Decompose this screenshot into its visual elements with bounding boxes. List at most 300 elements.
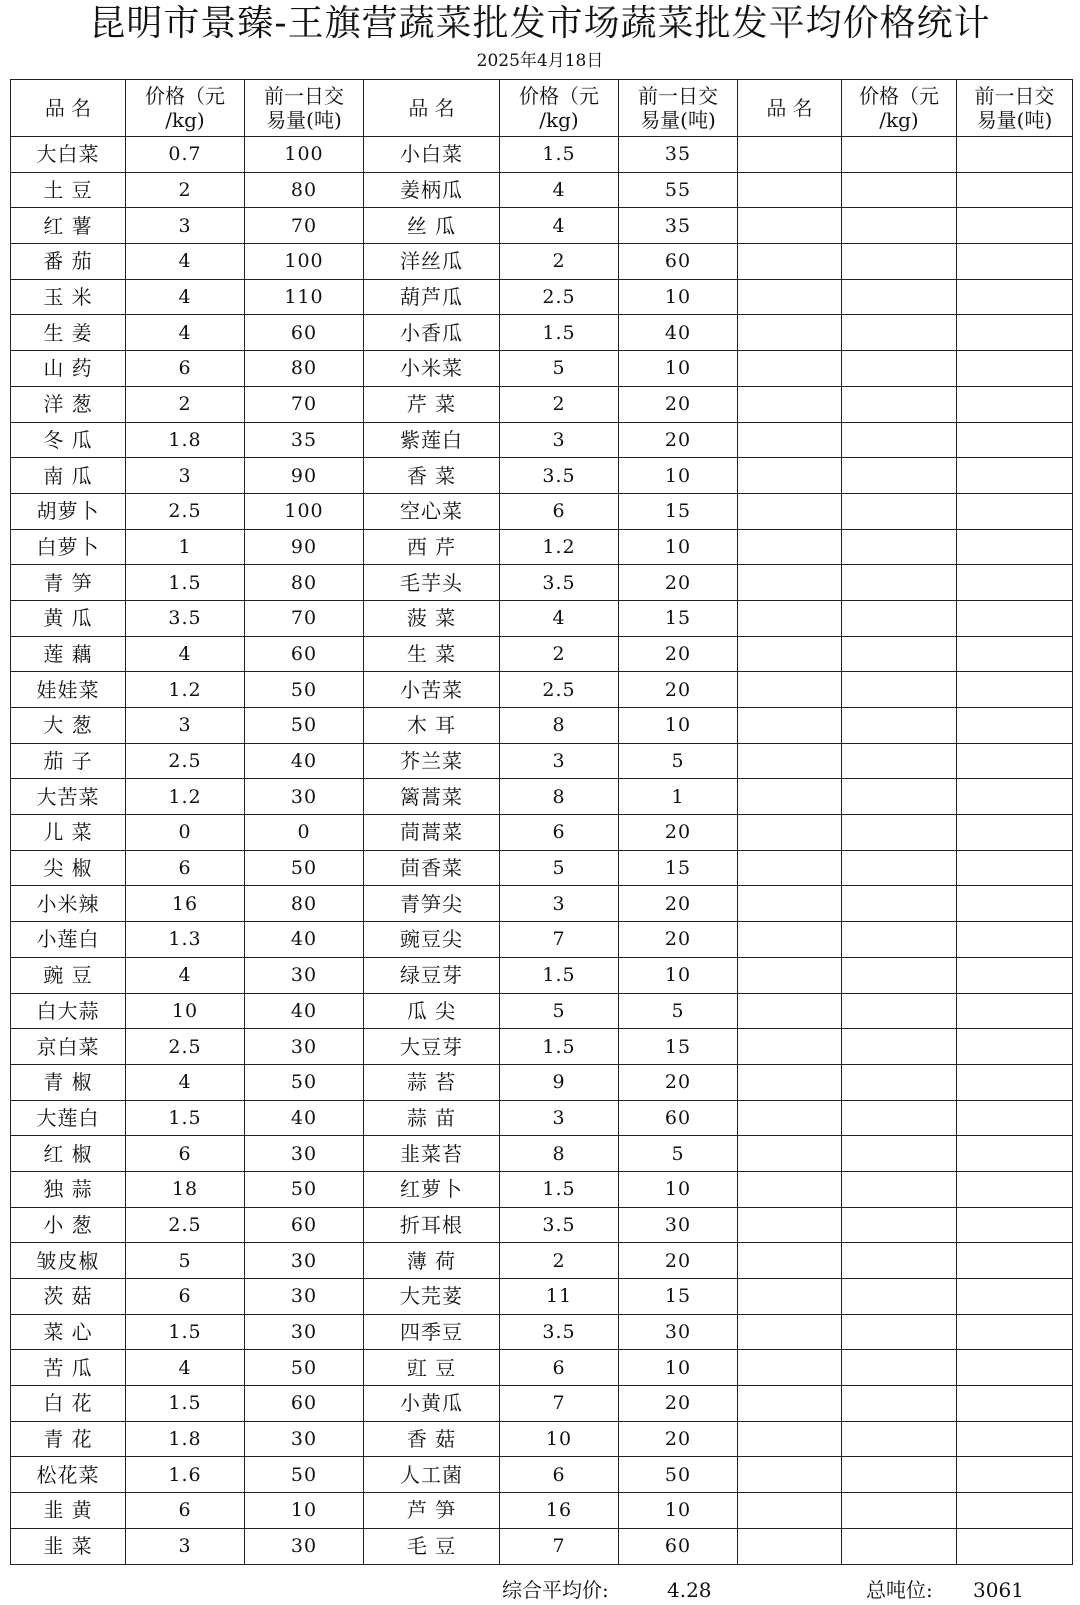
empty-name-cell [738, 815, 842, 851]
vegetable-name-cell: 青 椒 [11, 1064, 126, 1100]
price-cell: 10 [500, 1421, 619, 1457]
header-name-1: 品 名 [11, 80, 126, 137]
price-cell: 7 [500, 1386, 619, 1422]
empty-price-cell [842, 458, 957, 494]
vegetable-name-cell: 土 豆 [11, 172, 126, 208]
header-price-line2: /kg) [539, 108, 579, 132]
volume-cell: 80 [245, 886, 364, 922]
price-cell: 5 [500, 850, 619, 886]
empty-price-cell [842, 743, 957, 779]
empty-name-cell [738, 1029, 842, 1065]
average-price-value: 4.28 [667, 1578, 712, 1602]
vegetable-name-cell: 松花菜 [11, 1457, 126, 1493]
price-cell: 3 [500, 1100, 619, 1136]
volume-cell: 15 [619, 600, 738, 636]
vegetable-name-cell: 大 葱 [11, 708, 126, 744]
empty-volume-cell [957, 1314, 1073, 1350]
empty-price-cell [842, 172, 957, 208]
empty-name-cell [738, 600, 842, 636]
volume-cell: 30 [245, 1136, 364, 1172]
volume-cell: 10 [619, 458, 738, 494]
table-row [11, 1207, 1073, 1243]
volume-cell: 110 [245, 279, 364, 315]
price-cell: 5 [126, 1243, 245, 1279]
vegetable-name-cell: 蒜 苗 [364, 1100, 500, 1136]
volume-cell: 20 [619, 422, 738, 458]
table-row [11, 493, 1073, 529]
vegetable-name-cell: 青 笋 [11, 565, 126, 601]
header-volume-line2: 易量(吨) [640, 108, 716, 132]
volume-cell: 90 [245, 458, 364, 494]
volume-cell: 50 [619, 1457, 738, 1493]
volume-cell: 20 [619, 922, 738, 958]
table-row [11, 600, 1073, 636]
volume-cell: 20 [619, 672, 738, 708]
vegetable-name-cell: 茄 子 [11, 743, 126, 779]
price-cell: 6 [126, 1136, 245, 1172]
price-cell: 16 [126, 886, 245, 922]
empty-price-cell [842, 529, 957, 565]
vegetable-name-cell: 大莲白 [11, 1100, 126, 1136]
table-row [11, 208, 1073, 244]
volume-cell: 10 [619, 279, 738, 315]
empty-name-cell [738, 137, 842, 173]
volume-cell: 90 [245, 529, 364, 565]
table-row [11, 1314, 1073, 1350]
volume-cell: 20 [619, 815, 738, 851]
volume-cell: 20 [619, 565, 738, 601]
volume-cell: 60 [245, 315, 364, 351]
price-cell: 4 [500, 600, 619, 636]
vegetable-name-cell: 豌豆尖 [364, 922, 500, 958]
empty-price-cell [842, 1457, 957, 1493]
vegetable-name-cell: 儿 菜 [11, 815, 126, 851]
header-volume-line1: 前一日交 [638, 84, 718, 108]
price-cell: 2 [500, 386, 619, 422]
volume-cell: 1 [619, 779, 738, 815]
empty-volume-cell [957, 600, 1073, 636]
volume-cell: 70 [245, 600, 364, 636]
table-row [11, 779, 1073, 815]
vegetable-name-cell: 菜 心 [11, 1314, 126, 1350]
price-cell: 2 [500, 244, 619, 280]
empty-price-cell [842, 279, 957, 315]
empty-volume-cell [957, 244, 1073, 280]
empty-volume-cell [957, 458, 1073, 494]
vegetable-name-cell: 独 蒜 [11, 1171, 126, 1207]
vegetable-name-cell: 小苦菜 [364, 672, 500, 708]
table-row [11, 815, 1073, 851]
vegetable-name-cell: 茨 菇 [11, 1279, 126, 1315]
price-cell: 6 [126, 1493, 245, 1529]
empty-price-cell [842, 1386, 957, 1422]
vegetable-name-cell: 豌 豆 [11, 957, 126, 993]
vegetable-name-cell: 青 花 [11, 1421, 126, 1457]
empty-volume-cell [957, 1029, 1073, 1065]
header-price-1 [126, 80, 245, 137]
empty-price-cell [842, 244, 957, 280]
vegetable-name-cell: 苦 瓜 [11, 1350, 126, 1386]
vegetable-name-cell: 番 茄 [11, 244, 126, 280]
volume-cell: 80 [245, 172, 364, 208]
volume-cell: 15 [619, 493, 738, 529]
table-row [11, 672, 1073, 708]
vegetable-name-cell: 西 芹 [364, 529, 500, 565]
price-cell: 2.5 [126, 1207, 245, 1243]
empty-price-cell [842, 315, 957, 351]
empty-price-cell [842, 137, 957, 173]
volume-cell: 60 [245, 636, 364, 672]
empty-price-cell [842, 993, 957, 1029]
price-cell: 1.8 [126, 422, 245, 458]
price-cell: 8 [500, 708, 619, 744]
price-cell: 6 [500, 1350, 619, 1386]
price-cell: 5 [500, 351, 619, 387]
volume-cell: 10 [619, 1171, 738, 1207]
empty-price-cell [842, 636, 957, 672]
vegetable-name-cell: 芹 菜 [364, 386, 500, 422]
table-row [11, 1136, 1073, 1172]
vegetable-name-cell: 小莲白 [11, 922, 126, 958]
empty-name-cell [738, 993, 842, 1029]
volume-cell: 55 [619, 172, 738, 208]
vegetable-name-cell: 红 薯 [11, 208, 126, 244]
price-cell: 6 [500, 815, 619, 851]
price-cell: 1.5 [126, 1100, 245, 1136]
volume-cell: 60 [619, 1528, 738, 1564]
volume-cell: 50 [245, 1350, 364, 1386]
vegetable-name-cell: 韭 菜 [11, 1528, 126, 1564]
table-row [11, 279, 1073, 315]
vegetable-name-cell: 小黄瓜 [364, 1386, 500, 1422]
vegetable-name-cell: 豇 豆 [364, 1350, 500, 1386]
empty-price-cell [842, 1421, 957, 1457]
table-row [11, 922, 1073, 958]
volume-cell: 100 [245, 493, 364, 529]
empty-price-cell [842, 386, 957, 422]
price-cell: 3.5 [500, 565, 619, 601]
price-cell: 3.5 [500, 1207, 619, 1243]
price-cell: 3.5 [500, 458, 619, 494]
vegetable-name-cell: 小 葱 [11, 1207, 126, 1243]
volume-cell: 10 [619, 351, 738, 387]
empty-price-cell [842, 422, 957, 458]
price-cell: 3 [500, 886, 619, 922]
volume-cell: 30 [245, 1528, 364, 1564]
volume-cell: 60 [245, 1386, 364, 1422]
vegetable-name-cell: 胡萝卜 [11, 493, 126, 529]
vegetable-name-cell: 红 椒 [11, 1136, 126, 1172]
empty-name-cell [738, 244, 842, 280]
volume-cell: 35 [245, 422, 364, 458]
price-cell: 1.5 [500, 957, 619, 993]
vegetable-name-cell: 韭 黄 [11, 1493, 126, 1529]
empty-price-cell [842, 957, 957, 993]
price-cell: 2.5 [126, 493, 245, 529]
empty-name-cell [738, 1279, 842, 1315]
price-cell: 1.5 [126, 565, 245, 601]
empty-volume-cell [957, 850, 1073, 886]
volume-cell: 30 [245, 1279, 364, 1315]
empty-name-cell [738, 1386, 842, 1422]
price-cell: 2 [500, 1243, 619, 1279]
price-cell: 4 [126, 315, 245, 351]
empty-price-cell [842, 850, 957, 886]
vegetable-name-cell: 折耳根 [364, 1207, 500, 1243]
price-cell: 4 [126, 957, 245, 993]
table-row [11, 850, 1073, 886]
table-row [11, 172, 1073, 208]
vegetable-name-cell: 南 瓜 [11, 458, 126, 494]
volume-cell: 80 [245, 351, 364, 387]
volume-cell: 10 [619, 957, 738, 993]
empty-volume-cell [957, 493, 1073, 529]
vegetable-name-cell: 毛芋头 [364, 565, 500, 601]
price-cell: 4 [126, 1350, 245, 1386]
header-volume-2 [619, 80, 738, 137]
table-row [11, 565, 1073, 601]
table-row [11, 1350, 1073, 1386]
empty-volume-cell [957, 743, 1073, 779]
volume-cell: 10 [619, 529, 738, 565]
table-row [11, 1243, 1073, 1279]
vegetable-name-cell: 白萝卜 [11, 529, 126, 565]
empty-name-cell [738, 850, 842, 886]
price-cell: 16 [500, 1493, 619, 1529]
empty-volume-cell [957, 993, 1073, 1029]
header-price-line2: /kg) [165, 108, 205, 132]
vegetable-name-cell: 葫芦瓜 [364, 279, 500, 315]
empty-volume-cell [957, 1457, 1073, 1493]
volume-cell: 15 [619, 1279, 738, 1315]
empty-name-cell [738, 743, 842, 779]
total-tonnage-label: 总吨位: [866, 1578, 933, 1602]
volume-cell: 10 [245, 1493, 364, 1529]
vegetable-name-cell: 玉 米 [11, 279, 126, 315]
price-cell: 1.6 [126, 1457, 245, 1493]
price-cell: 1 [126, 529, 245, 565]
empty-name-cell [738, 1100, 842, 1136]
header-volume-1 [245, 80, 364, 137]
volume-cell: 35 [619, 208, 738, 244]
empty-name-cell [738, 672, 842, 708]
empty-name-cell [738, 493, 842, 529]
vegetable-name-cell: 生 菜 [364, 636, 500, 672]
empty-name-cell [738, 315, 842, 351]
price-cell: 1.8 [126, 1421, 245, 1457]
volume-cell: 20 [619, 1064, 738, 1100]
vegetable-name-cell: 白 花 [11, 1386, 126, 1422]
price-cell: 6 [126, 1279, 245, 1315]
empty-volume-cell [957, 1528, 1073, 1564]
empty-name-cell [738, 1457, 842, 1493]
volume-cell: 60 [619, 1100, 738, 1136]
empty-name-cell [738, 458, 842, 494]
empty-volume-cell [957, 815, 1073, 851]
empty-price-cell [842, 1064, 957, 1100]
empty-price-cell [842, 1528, 957, 1564]
price-cell: 4 [126, 636, 245, 672]
price-cell: 2 [500, 636, 619, 672]
table-row [11, 137, 1073, 173]
price-cell: 0 [126, 815, 245, 851]
header-price-2 [500, 80, 619, 137]
vegetable-name-cell: 娃娃菜 [11, 672, 126, 708]
vegetable-name-cell: 人工菌 [364, 1457, 500, 1493]
volume-cell: 10 [619, 708, 738, 744]
empty-volume-cell [957, 708, 1073, 744]
empty-volume-cell [957, 565, 1073, 601]
price-cell: 3 [500, 422, 619, 458]
price-cell: 2.5 [126, 743, 245, 779]
empty-price-cell [842, 1136, 957, 1172]
vegetable-name-cell: 青笋尖 [364, 886, 500, 922]
price-cell: 1.3 [126, 922, 245, 958]
price-cell: 4 [126, 1064, 245, 1100]
volume-cell: 20 [619, 886, 738, 922]
empty-name-cell [738, 529, 842, 565]
vegetable-name-cell: 空心菜 [364, 493, 500, 529]
total-tonnage-value: 3061 [973, 1578, 1024, 1602]
price-cell: 4 [500, 172, 619, 208]
table-row [11, 993, 1073, 1029]
price-cell: 0.7 [126, 137, 245, 173]
price-cell: 8 [500, 1136, 619, 1172]
empty-volume-cell [957, 1386, 1073, 1422]
volume-cell: 0 [245, 815, 364, 851]
empty-price-cell [842, 1243, 957, 1279]
price-cell: 7 [500, 922, 619, 958]
empty-name-cell [738, 1207, 842, 1243]
price-cell: 1.5 [126, 1386, 245, 1422]
price-cell: 1.5 [500, 315, 619, 351]
empty-volume-cell [957, 672, 1073, 708]
volume-cell: 20 [619, 386, 738, 422]
price-cell: 6 [126, 351, 245, 387]
empty-volume-cell [957, 172, 1073, 208]
empty-name-cell [738, 279, 842, 315]
header-price-line1: 价格（元 [145, 84, 225, 108]
volume-cell: 10 [619, 1350, 738, 1386]
vegetable-name-cell: 京白菜 [11, 1029, 126, 1065]
vegetable-name-cell: 绿豆芽 [364, 957, 500, 993]
empty-name-cell [738, 1171, 842, 1207]
vegetable-name-cell: 芥兰菜 [364, 743, 500, 779]
table-row [11, 957, 1073, 993]
vegetable-name-cell: 香 菇 [364, 1421, 500, 1457]
volume-cell: 70 [245, 386, 364, 422]
table-row [11, 636, 1073, 672]
vegetable-name-cell: 大芫荽 [364, 1279, 500, 1315]
table-row [11, 244, 1073, 280]
volume-cell: 50 [245, 850, 364, 886]
table-row [11, 886, 1073, 922]
empty-price-cell [842, 1171, 957, 1207]
vegetable-name-cell: 大苦菜 [11, 779, 126, 815]
volume-cell: 15 [619, 850, 738, 886]
vegetable-name-cell: 小香瓜 [364, 315, 500, 351]
empty-volume-cell [957, 1100, 1073, 1136]
volume-cell: 30 [245, 1243, 364, 1279]
empty-price-cell [842, 1350, 957, 1386]
volume-cell: 30 [619, 1314, 738, 1350]
volume-cell: 30 [245, 1029, 364, 1065]
vegetable-name-cell: 丝 瓜 [364, 208, 500, 244]
price-cell: 7 [500, 1528, 619, 1564]
empty-volume-cell [957, 1350, 1073, 1386]
empty-name-cell [738, 172, 842, 208]
empty-volume-cell [957, 351, 1073, 387]
empty-price-cell [842, 1493, 957, 1529]
report-date: 2025年4月18日 [476, 51, 604, 71]
table-row [11, 1171, 1073, 1207]
empty-volume-cell [957, 422, 1073, 458]
average-price-label: 综合平均价: [502, 1578, 609, 1602]
table-row [11, 1279, 1073, 1315]
empty-price-cell [842, 208, 957, 244]
price-cell: 1.5 [500, 137, 619, 173]
volume-cell: 60 [619, 244, 738, 280]
header-name-3: 品 名 [738, 80, 842, 137]
vegetable-name-cell: 生 姜 [11, 315, 126, 351]
price-cell: 5 [500, 993, 619, 1029]
empty-name-cell [738, 1421, 842, 1457]
empty-volume-cell [957, 137, 1073, 173]
vegetable-name-cell: 菠 菜 [364, 600, 500, 636]
empty-name-cell [738, 708, 842, 744]
empty-name-cell [738, 922, 842, 958]
empty-price-cell [842, 1029, 957, 1065]
empty-name-cell [738, 208, 842, 244]
empty-volume-cell [957, 1136, 1073, 1172]
volume-cell: 70 [245, 208, 364, 244]
header-price-line2: /kg) [879, 108, 919, 132]
empty-volume-cell [957, 529, 1073, 565]
header-name-2: 品 名 [364, 80, 500, 137]
volume-cell: 100 [245, 137, 364, 173]
price-table [10, 79, 1073, 1565]
volume-cell: 80 [245, 565, 364, 601]
vegetable-name-cell: 洋 葱 [11, 386, 126, 422]
table-row [11, 529, 1073, 565]
price-cell: 1.5 [500, 1029, 619, 1065]
price-cell: 3 [500, 743, 619, 779]
volume-cell: 5 [619, 743, 738, 779]
price-cell: 1.5 [126, 1314, 245, 1350]
volume-cell: 40 [245, 1100, 364, 1136]
price-cell: 8 [500, 779, 619, 815]
empty-volume-cell [957, 922, 1073, 958]
vegetable-name-cell: 洋丝瓜 [364, 244, 500, 280]
volume-cell: 50 [245, 1171, 364, 1207]
table-header-row [11, 80, 1073, 137]
price-cell: 4 [126, 244, 245, 280]
empty-name-cell [738, 1243, 842, 1279]
price-cell: 3 [126, 458, 245, 494]
empty-price-cell [842, 1279, 957, 1315]
empty-name-cell [738, 565, 842, 601]
vegetable-name-cell: 四季豆 [364, 1314, 500, 1350]
volume-cell: 10 [619, 1493, 738, 1529]
volume-cell: 30 [245, 957, 364, 993]
empty-volume-cell [957, 1493, 1073, 1529]
price-cell: 1.5 [500, 1171, 619, 1207]
volume-cell: 20 [619, 1243, 738, 1279]
empty-name-cell [738, 886, 842, 922]
vegetable-name-cell: 香 菜 [364, 458, 500, 494]
empty-volume-cell [957, 1207, 1073, 1243]
vegetable-name-cell: 大白菜 [11, 137, 126, 173]
